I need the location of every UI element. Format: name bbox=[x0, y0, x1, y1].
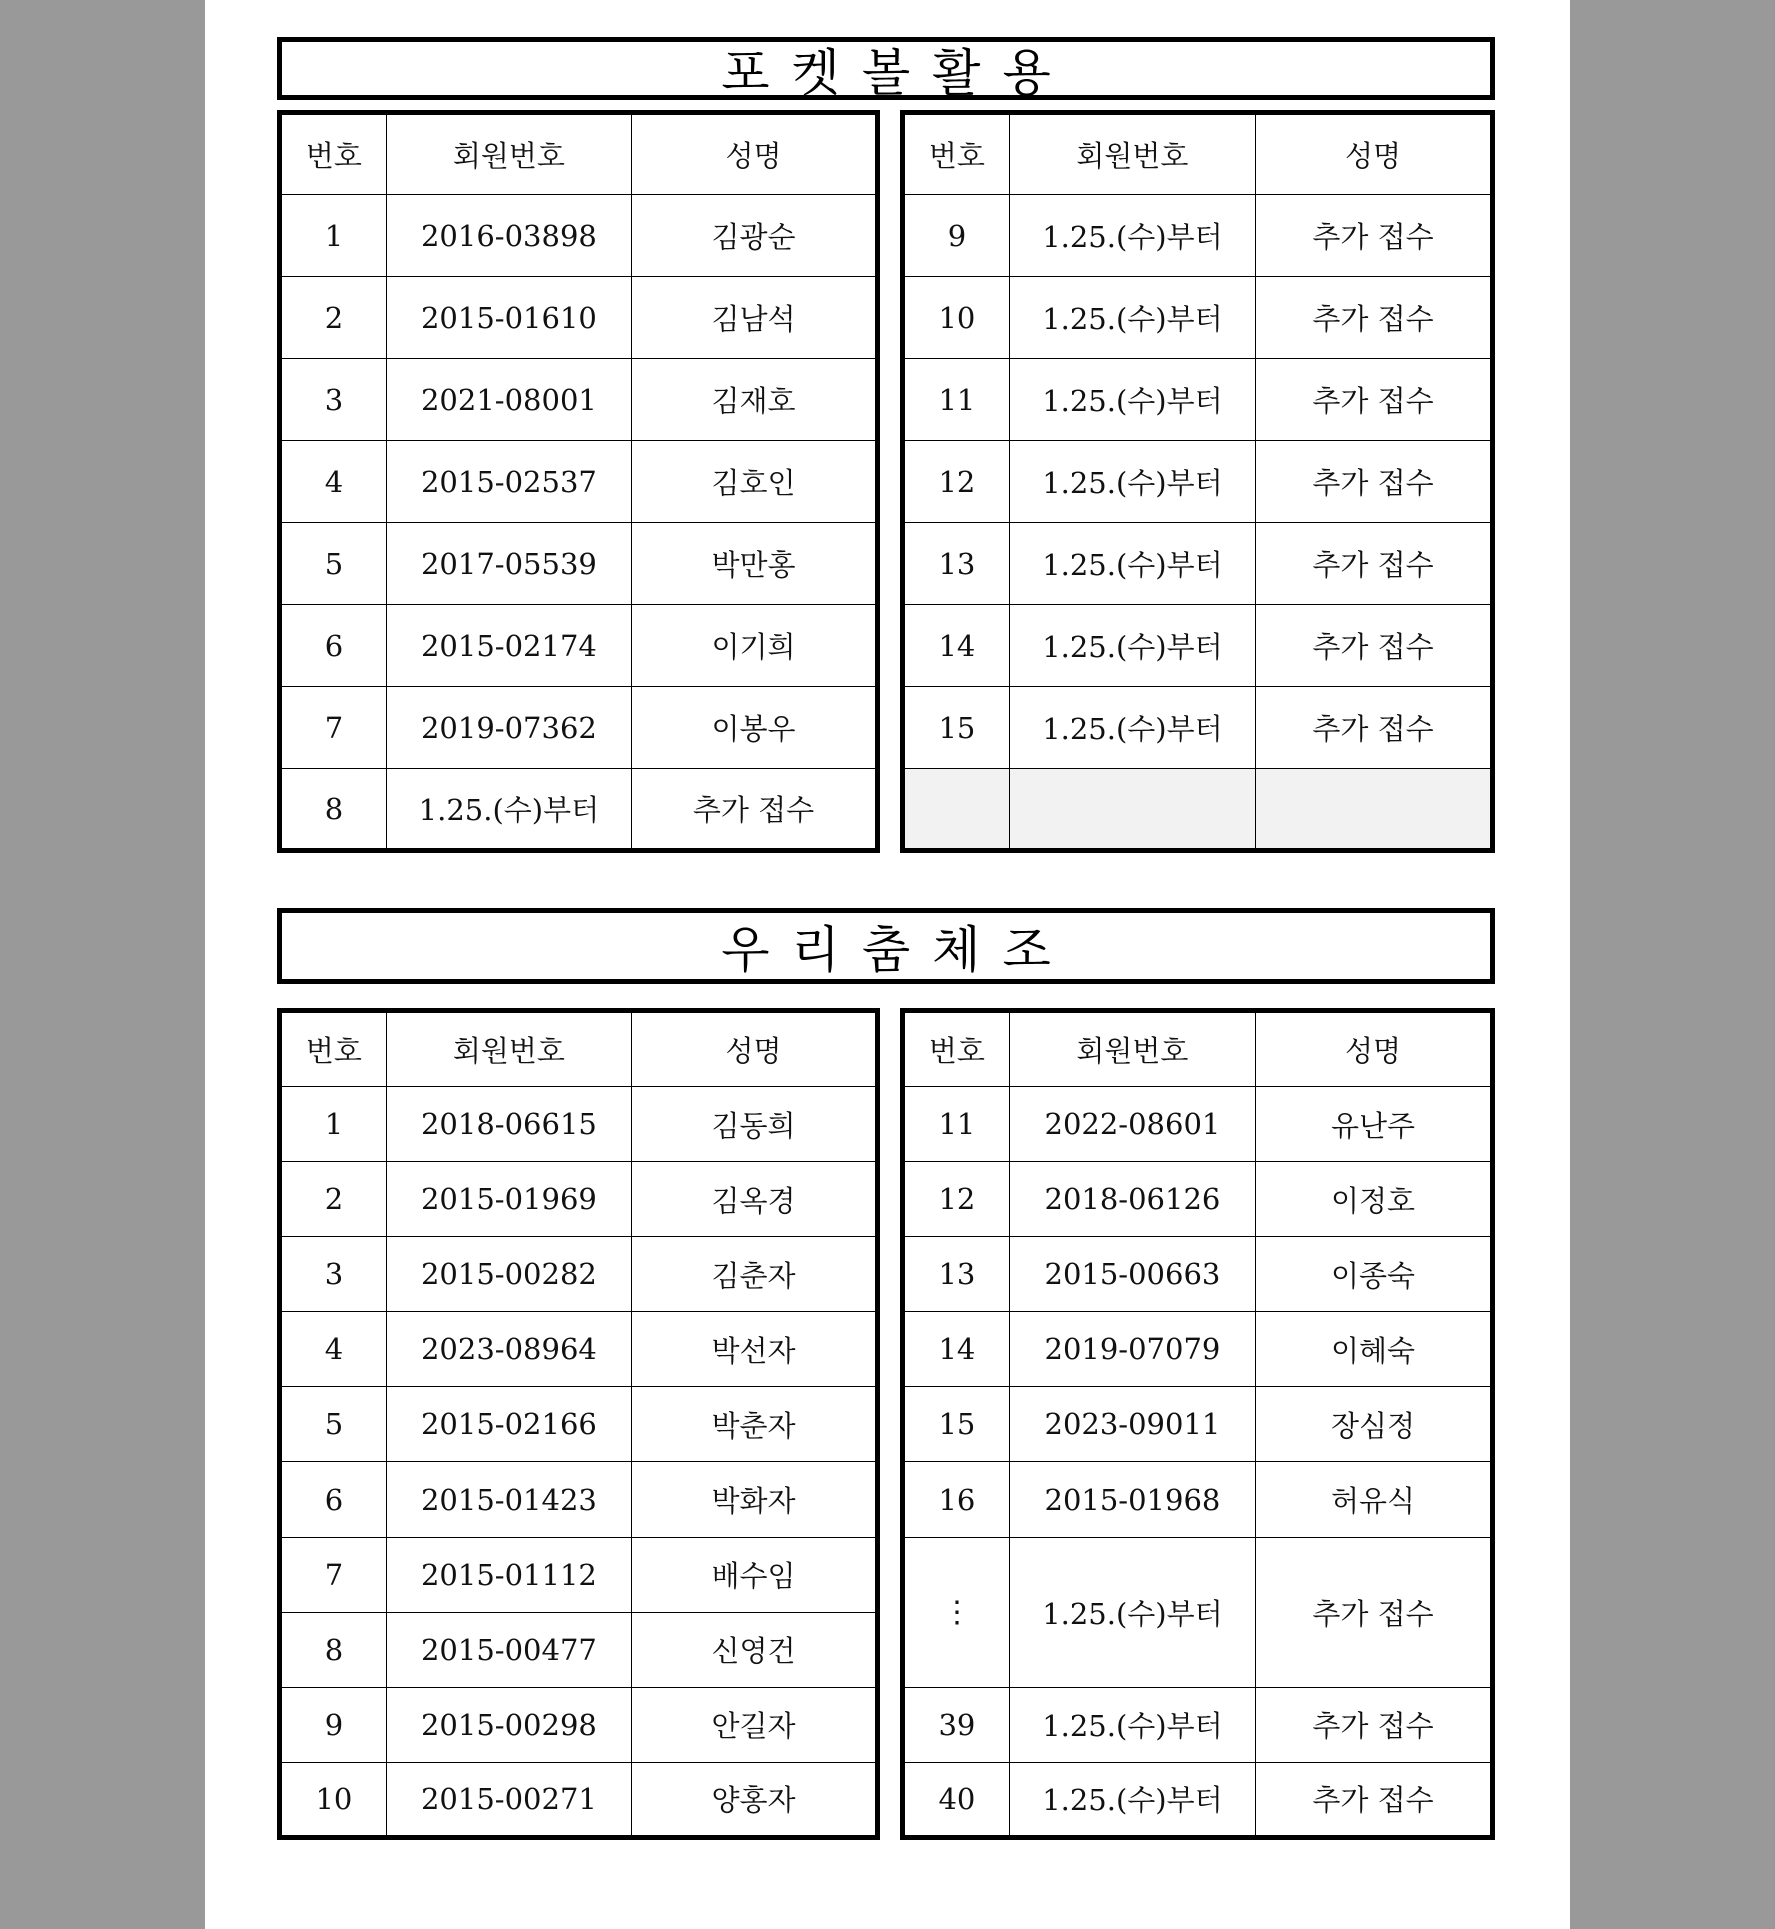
dance-table-right bbox=[900, 1008, 1495, 1840]
row-number: 15 bbox=[903, 1387, 1010, 1462]
row-number: 15 bbox=[903, 687, 1010, 769]
section-title-dance: 우리춤체조 bbox=[277, 908, 1495, 984]
member-name: 추가 접수 bbox=[631, 769, 877, 851]
document-page bbox=[205, 0, 1570, 1929]
ellipsis-vertical-icon: ⋮ bbox=[941, 1595, 972, 1631]
row-number bbox=[903, 1537, 1010, 1687]
table-row bbox=[280, 1462, 878, 1537]
member-number: 2015-01610 bbox=[386, 277, 631, 359]
header-row bbox=[280, 1011, 878, 1087]
table-row bbox=[903, 277, 1493, 359]
member-number: 1.25.(수)부터 bbox=[1009, 523, 1255, 605]
row-number: 2 bbox=[280, 1162, 387, 1237]
pocketball-table-right bbox=[900, 110, 1495, 853]
table-row bbox=[280, 1387, 878, 1462]
row-number: 16 bbox=[903, 1462, 1010, 1537]
table-row bbox=[280, 441, 878, 523]
table-row bbox=[903, 605, 1493, 687]
row-number: 9 bbox=[903, 195, 1010, 277]
row-number: 8 bbox=[280, 769, 387, 851]
member-number: 2015-02166 bbox=[386, 1387, 631, 1462]
table-row bbox=[903, 687, 1493, 769]
row-number: 4 bbox=[280, 441, 387, 523]
table-row bbox=[903, 1387, 1493, 1462]
member-number: 1.25.(수)부터 bbox=[1009, 1687, 1255, 1762]
table-row bbox=[280, 523, 878, 605]
member-no-header: 회원번호 bbox=[386, 1011, 631, 1087]
table-row bbox=[280, 195, 878, 277]
pocketball-table-left bbox=[277, 110, 880, 853]
row-number: 1 bbox=[280, 1087, 387, 1162]
table-row bbox=[903, 195, 1493, 277]
row-number: 14 bbox=[903, 1312, 1010, 1387]
member-name: 김재호 bbox=[631, 359, 877, 441]
header-row bbox=[903, 1011, 1493, 1087]
member-number: 1.25.(수)부터 bbox=[1009, 605, 1255, 687]
member-name bbox=[1255, 769, 1492, 851]
member-number: 1.25.(수)부터 bbox=[1009, 195, 1255, 277]
member-number: 1.25.(수)부터 bbox=[1009, 359, 1255, 441]
table-row bbox=[280, 1162, 878, 1237]
member-name: 박만홍 bbox=[631, 523, 877, 605]
table-row bbox=[280, 1087, 878, 1162]
row-number: 1 bbox=[280, 195, 387, 277]
table-row bbox=[280, 359, 878, 441]
member-name: 김남석 bbox=[631, 277, 877, 359]
member-name: 추가 접수 bbox=[1255, 195, 1492, 277]
member-number bbox=[1009, 769, 1255, 851]
row-number: 11 bbox=[903, 1087, 1010, 1162]
row-number: 5 bbox=[280, 523, 387, 605]
member-name: 김춘자 bbox=[631, 1237, 877, 1312]
row-number: 40 bbox=[903, 1762, 1010, 1837]
table-row bbox=[280, 769, 878, 851]
member-number: 2015-00271 bbox=[386, 1762, 631, 1837]
member-name: 박선자 bbox=[631, 1312, 877, 1387]
member-name: 허유식 bbox=[1255, 1462, 1492, 1537]
member-name: 양홍자 bbox=[631, 1762, 877, 1837]
member-name: 신영건 bbox=[631, 1612, 877, 1687]
name-header: 성명 bbox=[631, 113, 877, 195]
member-name: 박춘자 bbox=[631, 1387, 877, 1462]
row-number: 14 bbox=[903, 605, 1010, 687]
table-row bbox=[280, 1312, 878, 1387]
member-name: 추가 접수 bbox=[1255, 1537, 1492, 1687]
row-number: 13 bbox=[903, 1237, 1010, 1312]
table-row bbox=[280, 1612, 878, 1687]
row-number: 5 bbox=[280, 1387, 387, 1462]
member-number: 2015-00663 bbox=[1009, 1237, 1255, 1312]
name-header: 성명 bbox=[631, 1011, 877, 1087]
member-name: 유난주 bbox=[1255, 1087, 1492, 1162]
member-name: 이혜숙 bbox=[1255, 1312, 1492, 1387]
member-number: 1.25.(수)부터 bbox=[386, 769, 631, 851]
member-name: 추가 접수 bbox=[1255, 441, 1492, 523]
member-number: 2015-02537 bbox=[386, 441, 631, 523]
table-row bbox=[903, 359, 1493, 441]
member-number: 2018-06615 bbox=[386, 1087, 631, 1162]
header-row bbox=[280, 113, 878, 195]
row-number: 10 bbox=[280, 1762, 387, 1837]
table-row bbox=[280, 1537, 878, 1612]
member-name: 이종숙 bbox=[1255, 1237, 1492, 1312]
no-header: 번호 bbox=[903, 1011, 1010, 1087]
member-number: 1.25.(수)부터 bbox=[1009, 441, 1255, 523]
member-name: 이봉우 bbox=[631, 687, 877, 769]
row-number: 11 bbox=[903, 359, 1010, 441]
row-number: 3 bbox=[280, 359, 387, 441]
member-name: 이기희 bbox=[631, 605, 877, 687]
member-number: 2017-05539 bbox=[386, 523, 631, 605]
name-header: 성명 bbox=[1255, 113, 1492, 195]
row-number: 6 bbox=[280, 605, 387, 687]
table-row bbox=[280, 1762, 878, 1837]
header-row bbox=[903, 113, 1493, 195]
no-header: 번호 bbox=[280, 1011, 387, 1087]
member-name: 추가 접수 bbox=[1255, 1762, 1492, 1837]
table-row bbox=[903, 1462, 1493, 1537]
member-name: 추가 접수 bbox=[1255, 605, 1492, 687]
member-name: 추가 접수 bbox=[1255, 1687, 1492, 1762]
member-number: 2018-06126 bbox=[1009, 1162, 1255, 1237]
member-name: 김광순 bbox=[631, 195, 877, 277]
member-number: 1.25.(수)부터 bbox=[1009, 1762, 1255, 1837]
dance-table-left bbox=[277, 1008, 880, 1840]
member-number: 1.25.(수)부터 bbox=[1009, 687, 1255, 769]
member-name: 배수임 bbox=[631, 1537, 877, 1612]
section-title-pocketball: 포켓볼활용 bbox=[277, 37, 1495, 100]
table-row bbox=[903, 1087, 1493, 1162]
row-number: 7 bbox=[280, 1537, 387, 1612]
member-number: 2015-00298 bbox=[386, 1687, 631, 1762]
row-number: 8 bbox=[280, 1612, 387, 1687]
table-row bbox=[903, 1237, 1493, 1312]
member-no-header: 회원번호 bbox=[1009, 1011, 1255, 1087]
member-name: 추가 접수 bbox=[1255, 687, 1492, 769]
member-number: 2023-09011 bbox=[1009, 1387, 1255, 1462]
member-number: 2015-00477 bbox=[386, 1612, 631, 1687]
member-number: 2016-03898 bbox=[386, 195, 631, 277]
member-name: 이정호 bbox=[1255, 1162, 1492, 1237]
table-row bbox=[903, 1162, 1493, 1237]
member-number: 1.25.(수)부터 bbox=[1009, 277, 1255, 359]
member-name: 김옥경 bbox=[631, 1162, 877, 1237]
member-name: 박화자 bbox=[631, 1462, 877, 1537]
table-row bbox=[903, 523, 1493, 605]
table-row bbox=[903, 769, 1493, 851]
table-row bbox=[280, 687, 878, 769]
member-name: 안길자 bbox=[631, 1687, 877, 1762]
table-row bbox=[903, 1537, 1493, 1687]
row-number bbox=[903, 769, 1010, 851]
table-row bbox=[280, 277, 878, 359]
no-header: 번호 bbox=[280, 113, 387, 195]
member-name: 김호인 bbox=[631, 441, 877, 523]
member-number: 2015-01423 bbox=[386, 1462, 631, 1537]
row-number: 39 bbox=[903, 1687, 1010, 1762]
member-no-header: 회원번호 bbox=[386, 113, 631, 195]
member-name: 추가 접수 bbox=[1255, 523, 1492, 605]
member-number: 2015-01112 bbox=[386, 1537, 631, 1612]
table-row bbox=[903, 1762, 1493, 1837]
row-number: 12 bbox=[903, 441, 1010, 523]
row-number: 9 bbox=[280, 1687, 387, 1762]
member-name: 추가 접수 bbox=[1255, 277, 1492, 359]
table-row bbox=[903, 441, 1493, 523]
member-number: 2021-08001 bbox=[386, 359, 631, 441]
member-number: 2015-00282 bbox=[386, 1237, 631, 1312]
table-row bbox=[903, 1687, 1493, 1762]
member-number: 2023-08964 bbox=[386, 1312, 631, 1387]
row-number: 6 bbox=[280, 1462, 387, 1537]
table-row bbox=[280, 1237, 878, 1312]
member-number: 2022-08601 bbox=[1009, 1087, 1255, 1162]
member-no-header: 회원번호 bbox=[1009, 113, 1255, 195]
row-number: 3 bbox=[280, 1237, 387, 1312]
member-name: 장심정 bbox=[1255, 1387, 1492, 1462]
member-number: 2015-01969 bbox=[386, 1162, 631, 1237]
table-row bbox=[280, 605, 878, 687]
member-name: 추가 접수 bbox=[1255, 359, 1492, 441]
member-number: 2015-02174 bbox=[386, 605, 631, 687]
table-row bbox=[280, 1687, 878, 1762]
member-number: 2019-07362 bbox=[386, 687, 631, 769]
name-header: 성명 bbox=[1255, 1011, 1492, 1087]
row-number: 2 bbox=[280, 277, 387, 359]
member-number: 2015-01968 bbox=[1009, 1462, 1255, 1537]
member-name: 김동희 bbox=[631, 1087, 877, 1162]
member-number: 2019-07079 bbox=[1009, 1312, 1255, 1387]
row-number: 7 bbox=[280, 687, 387, 769]
table-row bbox=[903, 1312, 1493, 1387]
row-number: 13 bbox=[903, 523, 1010, 605]
no-header: 번호 bbox=[903, 113, 1010, 195]
row-number: 12 bbox=[903, 1162, 1010, 1237]
member-number: 1.25.(수)부터 bbox=[1009, 1537, 1255, 1687]
row-number: 10 bbox=[903, 277, 1010, 359]
row-number: 4 bbox=[280, 1312, 387, 1387]
